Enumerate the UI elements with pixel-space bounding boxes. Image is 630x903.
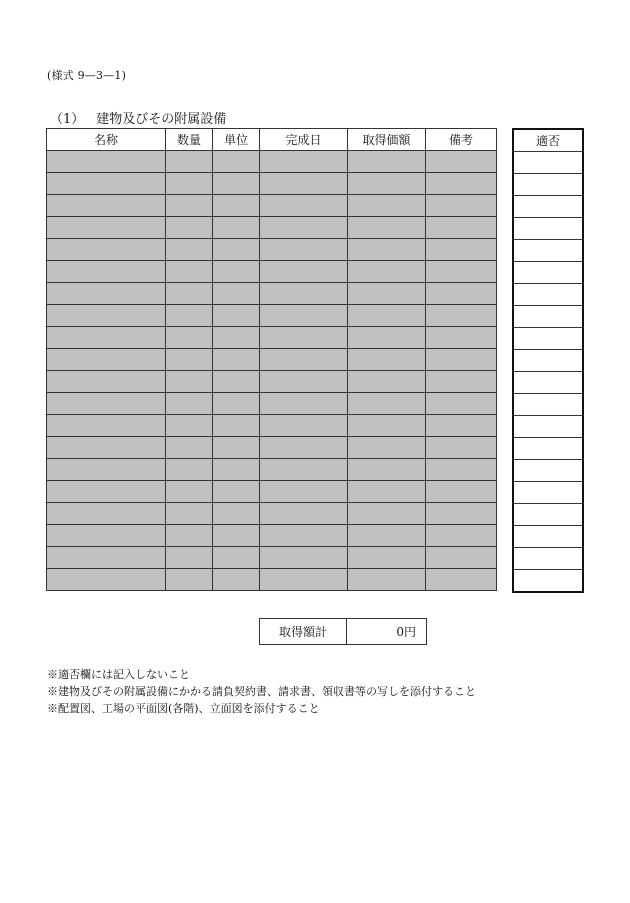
quantity-cell[interactable] — [166, 327, 213, 349]
acquisition-cost-cell[interactable] — [348, 437, 426, 459]
unit-cell[interactable] — [213, 173, 260, 195]
table-row — [47, 481, 497, 503]
judgement-row — [513, 460, 583, 482]
table-row — [47, 415, 497, 437]
completion-date-cell[interactable] — [260, 437, 348, 459]
table-row — [47, 547, 497, 569]
name-cell[interactable] — [47, 437, 166, 459]
name-cell[interactable] — [47, 459, 166, 481]
remarks-cell[interactable] — [426, 547, 497, 569]
note-item: ※配置図、工場の平面図(各階)、立面図を添付すること — [47, 702, 320, 715]
acquisition-cost-cell[interactable] — [348, 261, 426, 283]
quantity-cell[interactable] — [166, 195, 213, 217]
quantity-cell[interactable] — [166, 239, 213, 261]
judgement-table — [512, 128, 584, 593]
table-row — [47, 459, 497, 481]
name-cell[interactable] — [47, 569, 166, 591]
header-acquisition-cost: 取得価額 — [348, 129, 426, 151]
total-value: 0円 — [396, 625, 416, 639]
remarks-cell[interactable] — [426, 151, 497, 173]
acquisition-cost-cell[interactable] — [348, 217, 426, 239]
table-row — [47, 217, 497, 239]
judgement-row — [513, 328, 583, 350]
remarks-cell[interactable] — [426, 217, 497, 239]
judgement-header-row — [513, 129, 583, 152]
form-code: (様式 9—3—1) — [47, 69, 127, 82]
table-row — [47, 305, 497, 327]
acquisition-cost-cell[interactable] — [348, 151, 426, 173]
remarks-cell[interactable] — [426, 261, 497, 283]
name-cell[interactable] — [47, 415, 166, 437]
remarks-cell[interactable] — [426, 195, 497, 217]
completion-date-cell[interactable] — [260, 305, 348, 327]
section-title — [50, 108, 226, 127]
unit-cell[interactable] — [213, 261, 260, 283]
judgement-cell[interactable] — [513, 372, 583, 394]
judgement-row — [513, 218, 583, 240]
table-row — [47, 371, 497, 393]
name-cell[interactable] — [47, 349, 166, 371]
unit-cell[interactable] — [213, 415, 260, 437]
acquisition-cost-cell[interactable] — [348, 195, 426, 217]
quantity-cell[interactable] — [166, 217, 213, 239]
judgement-cell[interactable] — [513, 328, 583, 350]
table-row — [47, 525, 497, 547]
judgement-table-body — [513, 152, 583, 593]
acquisition-cost-cell[interactable] — [348, 503, 426, 525]
completion-date-cell[interactable] — [260, 481, 348, 503]
table-row — [47, 239, 497, 261]
acquisition-cost-cell[interactable] — [348, 547, 426, 569]
unit-cell[interactable] — [213, 547, 260, 569]
quantity-cell[interactable] — [166, 371, 213, 393]
judgement-row — [513, 372, 583, 394]
completion-date-cell[interactable] — [260, 217, 348, 239]
unit-cell[interactable] — [213, 437, 260, 459]
remarks-cell[interactable] — [426, 305, 497, 327]
quantity-cell[interactable] — [166, 569, 213, 591]
quantity-cell[interactable] — [166, 525, 213, 547]
name-cell[interactable] — [47, 195, 166, 217]
asset-table — [46, 128, 497, 591]
judgement-cell[interactable] — [513, 504, 583, 526]
completion-date-cell[interactable] — [260, 503, 348, 525]
acquisition-cost-cell[interactable] — [348, 283, 426, 305]
remarks-cell[interactable] — [426, 371, 497, 393]
completion-date-cell[interactable] — [260, 415, 348, 437]
note-item: ※適否欄には記入しないこと — [47, 668, 190, 681]
total-box — [259, 618, 427, 645]
judgement-row — [513, 350, 583, 372]
unit-cell[interactable] — [213, 569, 260, 591]
completion-date-cell[interactable] — [260, 547, 348, 569]
remarks-cell[interactable] — [426, 415, 497, 437]
judgement-cell[interactable] — [513, 262, 583, 284]
acquisition-cost-cell[interactable] — [348, 173, 426, 195]
name-cell[interactable] — [47, 547, 166, 569]
acquisition-cost-cell[interactable] — [348, 569, 426, 591]
remarks-cell[interactable] — [426, 239, 497, 261]
name-cell[interactable] — [47, 261, 166, 283]
judgement-row — [513, 548, 583, 570]
table-row — [47, 437, 497, 459]
judgement-cell[interactable] — [513, 218, 583, 240]
header-quantity: 数量 — [166, 129, 213, 151]
quantity-cell[interactable] — [166, 305, 213, 327]
name-cell[interactable] — [47, 393, 166, 415]
unit-cell[interactable] — [213, 349, 260, 371]
remarks-cell[interactable] — [426, 349, 497, 371]
completion-date-cell[interactable] — [260, 393, 348, 415]
completion-date-cell[interactable] — [260, 283, 348, 305]
table-row — [47, 393, 497, 415]
judgement-row — [513, 262, 583, 284]
name-cell[interactable] — [47, 371, 166, 393]
quantity-cell[interactable] — [166, 349, 213, 371]
judgement-row — [513, 394, 583, 416]
completion-date-cell[interactable] — [260, 239, 348, 261]
table-row — [47, 503, 497, 525]
judgement-row — [513, 152, 583, 174]
completion-date-cell[interactable] — [260, 173, 348, 195]
unit-cell[interactable] — [213, 503, 260, 525]
judgement-cell[interactable] — [513, 548, 583, 570]
remarks-cell[interactable] — [426, 393, 497, 415]
judgement-row — [513, 570, 583, 593]
acquisition-cost-cell[interactable] — [348, 371, 426, 393]
unit-cell[interactable] — [213, 525, 260, 547]
notes — [47, 666, 476, 717]
asset-table-body — [47, 151, 497, 591]
unit-cell[interactable] — [213, 371, 260, 393]
total-label: 取得額計 — [260, 619, 347, 644]
quantity-cell[interactable] — [166, 151, 213, 173]
table-row — [47, 195, 497, 217]
completion-date-cell[interactable] — [260, 349, 348, 371]
remarks-cell[interactable] — [426, 569, 497, 591]
name-cell[interactable] — [47, 481, 166, 503]
judgement-cell[interactable] — [513, 350, 583, 372]
table-row — [47, 569, 497, 591]
name-cell[interactable] — [47, 217, 166, 239]
table-row — [47, 173, 497, 195]
unit-cell[interactable] — [213, 327, 260, 349]
section-title-text: 建物及びその附属設備 — [96, 112, 227, 127]
judgement-cell[interactable] — [513, 438, 583, 460]
unit-cell[interactable] — [213, 481, 260, 503]
table-row — [47, 349, 497, 371]
acquisition-cost-cell[interactable] — [348, 459, 426, 481]
acquisition-cost-cell[interactable] — [348, 415, 426, 437]
judgement-row — [513, 504, 583, 526]
judgement-cell[interactable] — [513, 284, 583, 306]
table-row — [47, 327, 497, 349]
acquisition-cost-cell[interactable] — [348, 305, 426, 327]
completion-date-cell[interactable] — [260, 195, 348, 217]
completion-date-cell[interactable] — [260, 327, 348, 349]
header-name: 名称 — [47, 129, 166, 151]
completion-date-cell[interactable] — [260, 459, 348, 481]
judgement-row — [513, 416, 583, 438]
table-row — [47, 283, 497, 305]
remarks-cell[interactable] — [426, 283, 497, 305]
name-cell[interactable] — [47, 305, 166, 327]
quantity-cell[interactable] — [166, 393, 213, 415]
unit-cell[interactable] — [213, 305, 260, 327]
judgement-row — [513, 284, 583, 306]
name-cell[interactable] — [47, 525, 166, 547]
judgement-cell[interactable] — [513, 152, 583, 174]
quantity-cell[interactable] — [166, 415, 213, 437]
unit-cell[interactable] — [213, 239, 260, 261]
name-cell[interactable] — [47, 173, 166, 195]
remarks-cell[interactable] — [426, 437, 497, 459]
quantity-cell[interactable] — [166, 547, 213, 569]
judgement-cell[interactable] — [513, 174, 583, 196]
unit-cell[interactable] — [213, 459, 260, 481]
judgement-row — [513, 174, 583, 196]
unit-cell[interactable] — [213, 195, 260, 217]
judgement-cell[interactable] — [513, 570, 583, 593]
unit-cell[interactable] — [213, 283, 260, 305]
header-unit: 単位 — [213, 129, 260, 151]
header-completion-date: 完成日 — [260, 129, 348, 151]
name-cell[interactable] — [47, 283, 166, 305]
completion-date-cell[interactable] — [260, 371, 348, 393]
completion-date-cell[interactable] — [260, 525, 348, 547]
name-cell[interactable] — [47, 239, 166, 261]
judgement-cell[interactable] — [513, 240, 583, 262]
remarks-cell[interactable] — [426, 459, 497, 481]
quantity-cell[interactable] — [166, 173, 213, 195]
unit-cell[interactable] — [213, 151, 260, 173]
header-remarks: 備考 — [426, 129, 497, 151]
judgement-cell[interactable] — [513, 196, 583, 218]
judgement-row — [513, 438, 583, 460]
remarks-cell[interactable] — [426, 481, 497, 503]
remarks-cell[interactable] — [426, 173, 497, 195]
unit-cell[interactable] — [213, 393, 260, 415]
quantity-cell[interactable] — [166, 283, 213, 305]
remarks-cell[interactable] — [426, 503, 497, 525]
quantity-cell[interactable] — [166, 437, 213, 459]
completion-date-cell[interactable] — [260, 151, 348, 173]
quantity-cell[interactable] — [166, 261, 213, 283]
header-judgement: 適否 — [513, 129, 583, 152]
judgement-cell[interactable] — [513, 482, 583, 504]
judgement-row — [513, 526, 583, 548]
table-row — [47, 151, 497, 173]
acquisition-cost-cell[interactable] — [348, 481, 426, 503]
judgement-row — [513, 240, 583, 262]
acquisition-cost-cell[interactable] — [348, 327, 426, 349]
acquisition-cost-cell[interactable] — [348, 239, 426, 261]
quantity-cell[interactable] — [166, 503, 213, 525]
asset-table-header-row — [47, 129, 497, 151]
judgement-cell[interactable] — [513, 526, 583, 548]
acquisition-cost-cell[interactable] — [348, 525, 426, 547]
judgement-row — [513, 196, 583, 218]
note-item: ※建物及びその附属設備にかかる請負契約書、請求書、領収書等の写しを添付すること — [47, 685, 476, 698]
table-row — [47, 261, 497, 283]
name-cell[interactable] — [47, 327, 166, 349]
remarks-cell[interactable] — [426, 525, 497, 547]
completion-date-cell[interactable] — [260, 261, 348, 283]
section-number: （1） — [50, 112, 85, 127]
judgement-cell[interactable] — [513, 306, 583, 328]
remarks-cell[interactable] — [426, 327, 497, 349]
judgement-cell[interactable] — [513, 394, 583, 416]
completion-date-cell[interactable] — [260, 569, 348, 591]
name-cell[interactable] — [47, 503, 166, 525]
name-cell[interactable] — [47, 151, 166, 173]
judgement-row — [513, 306, 583, 328]
judgement-cell[interactable] — [513, 416, 583, 438]
judgement-cell[interactable] — [513, 460, 583, 482]
judgement-row — [513, 482, 583, 504]
quantity-cell[interactable] — [166, 481, 213, 503]
acquisition-cost-cell[interactable] — [348, 349, 426, 371]
quantity-cell[interactable] — [166, 459, 213, 481]
acquisition-cost-cell[interactable] — [348, 393, 426, 415]
unit-cell[interactable] — [213, 217, 260, 239]
